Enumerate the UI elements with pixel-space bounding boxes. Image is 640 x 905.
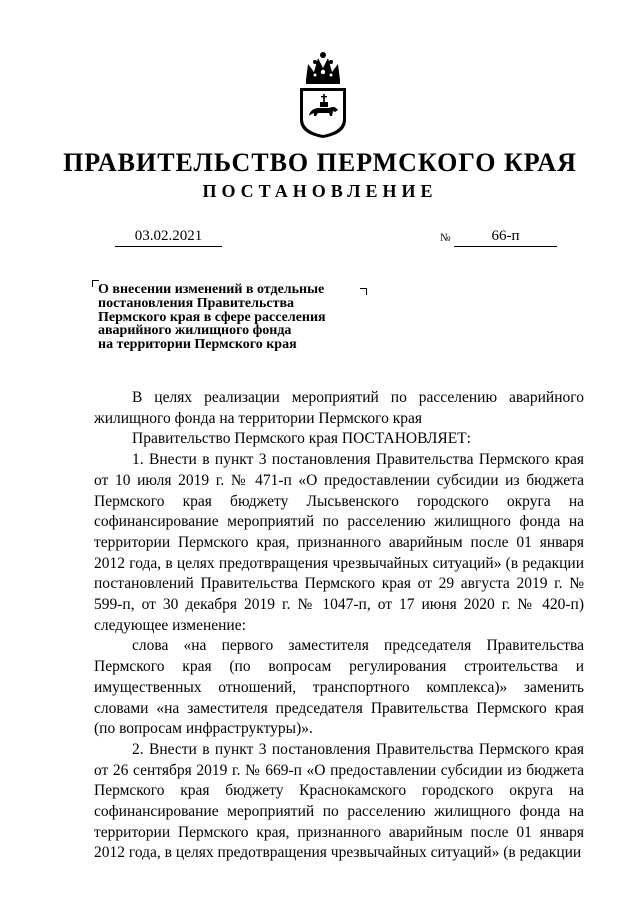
body-paragraph: В целях реализации мероприятий по расселению аварийного жилищного фонда на территории Пермского края xyxy=(94,389,584,427)
body-paragraph: Правительство Пермского края ПОСТАНОВЛЯЕТ: xyxy=(132,430,471,448)
subject-corner-right xyxy=(360,288,367,295)
document-subject xyxy=(98,283,358,352)
document-body xyxy=(94,388,584,864)
document-date: 03.02.2021 xyxy=(115,226,222,247)
number-label: № xyxy=(440,232,451,244)
perm-krai-coat-of-arms-icon xyxy=(296,50,350,140)
subject-line: О внесении изменений в отдельные xyxy=(98,282,325,297)
government-title: ПРАВИТЕЛЬСТВО ПЕРМСКОГО КРАЯ xyxy=(63,148,577,177)
subject-line: аварийного жилищного фонда xyxy=(98,323,292,339)
body-paragraph: 2. Внести в пункт 3 постановления Правительства Пермского края от 26 сентября 2019 г. № 669-п «О предоставлении субсидии из бюджета Пермского края бюджету Краснокамского городского округа на софинансирование мероприятий по расселению жилищного фонда на территории Пермского края, признанного аварийным после 01 января 2012 года, в целях предотвращения чрезвычайных ситуаций» (в редакции xyxy=(94,740,584,862)
subject-line: Пермского края в сфере расселения xyxy=(98,309,326,325)
document-type: ПОСТАНОВЛЕНИЕ xyxy=(202,181,438,201)
body-paragraph: слова «на первого заместителя председателя Правительства Пермского края (по вопросам регулирования строительства и имущественных отношений, транспортного комплекса)» заменить словами «на заместителя председателя Правительства Пермского края (по вопросам инфраструктуры)». xyxy=(94,637,584,738)
subject-line: постановления Правительства xyxy=(98,295,294,311)
subject-line: на территории Пермского края xyxy=(98,337,297,353)
document-number: 66-п xyxy=(454,226,557,247)
body-paragraph: 1. Внести в пункт 3 постановления Правительства Пермского края от 10 июля 2019 г. № 471-п «О предоставлении субсидии из бюджета Пермского края бюджету Лысьвенского городского округа на софинансирование мероприятий по расселению жилищного фонда на территории Пермского края, признанного аварийным после 01 января 2012 года, в целях предотвращения чрезвычайных ситуаций» (в редакции постановлений Правительства Пермского края от 29 августа 2019 г. № 599-п, от 30 декабря 2019 г. № 1047-п, от 17 июня 2020 г. № 420-п) следующее изменение: xyxy=(94,451,584,634)
